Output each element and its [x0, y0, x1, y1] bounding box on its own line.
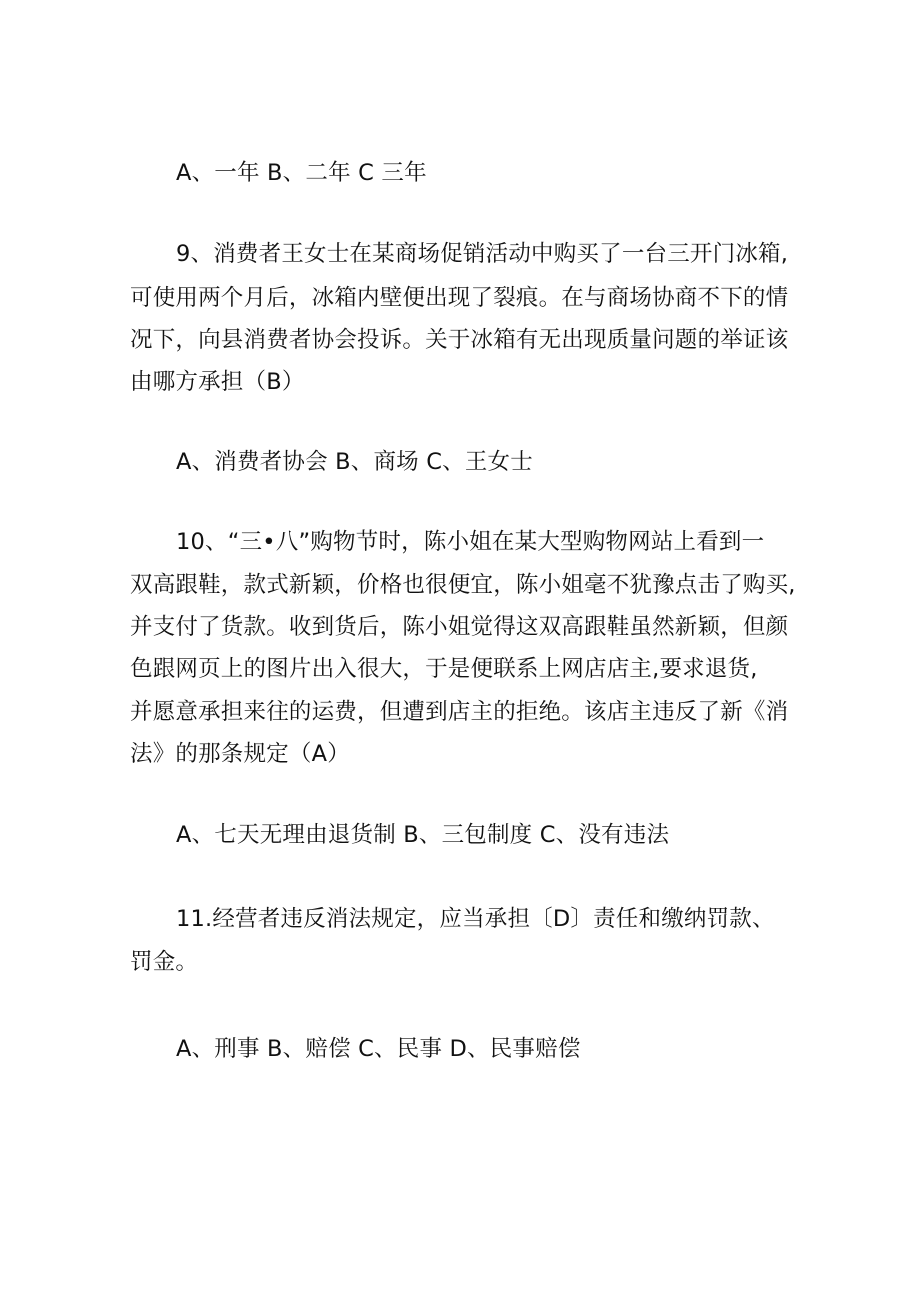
q9-line: 由哪方承担（B） — [130, 369, 305, 395]
q9-line: 况下，向县消费者协会投诉。关于冰箱有无出现质量问题的举证该 — [130, 327, 789, 353]
q11-line: 11.经营者违反消法规定，应当承担〔D〕责任和缴纳罚款、 — [176, 906, 775, 932]
q10-line: 并支付了货款。收到货后，陈小姐觉得这双高跟鞋虽然新颖，但颜 — [130, 614, 789, 640]
q10-options: A、七天无理由退货制 B、三包制度 C、没有违法 — [176, 822, 670, 848]
q8-options: A、一年 B、二年 C 三年 — [176, 160, 427, 186]
q10-line: 10、“三•八”购物节时，陈小姐在某大型购物网站上看到一 — [176, 529, 765, 555]
q9-line: 9、消费者王女士在某商场促销活动中购买了一台三开门冰箱, — [176, 241, 789, 267]
q10-line: 色跟网页上的图片出入很大，于是便联系上网店店主,要求退货, — [130, 656, 758, 682]
q10-line: 并愿意承担来往的运费，但遭到店主的拒绝。该店主违反了新《消 — [130, 699, 789, 725]
q10-line: 法》的那条规定（A） — [130, 741, 350, 767]
q10-line: 双高跟鞋，款式新颖，价格也很便宜，陈小姐毫不犹豫点击了购买, — [130, 572, 796, 598]
q9-line: 可使用两个月后，冰箱内壁便出现了裂痕。在与商场协商不下的情 — [130, 285, 789, 311]
q11-line: 罚金。 — [130, 949, 199, 975]
q9-options: A、消费者协会 B、商场 C、王女士 — [176, 449, 533, 475]
q11-options: A、刑事 B、赔偿 C、民事 D、民事赔偿 — [176, 1036, 581, 1062]
